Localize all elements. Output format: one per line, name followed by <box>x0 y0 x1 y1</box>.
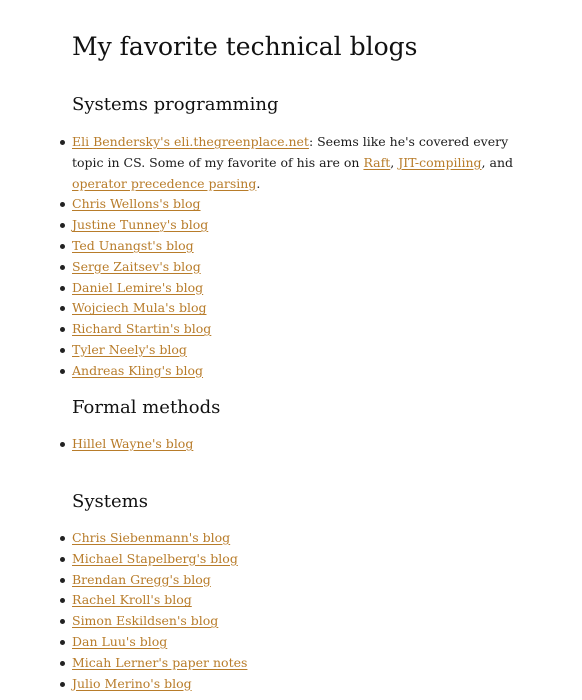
list-item <box>72 434 193 455</box>
list-item <box>72 257 527 278</box>
link-ted-unangst[interactable]: Ted Unangst's blog <box>72 237 194 253</box>
section-heading-formal-methods: Formal methods <box>72 397 221 418</box>
link-brendan-gregg[interactable]: Brendan Gregg's blog <box>72 571 211 587</box>
separator: , <box>390 154 399 170</box>
list-item <box>72 340 527 361</box>
link-richard-startin[interactable]: Richard Startin's blog <box>72 321 212 337</box>
link-chris-wellons[interactable]: Chris Wellons's blog <box>72 196 201 212</box>
link-eli-bendersky[interactable]: Eli Bendersky's eli.thegreenplace.net <box>72 134 309 149</box>
separator: , and <box>481 154 513 170</box>
link-micah-lerner[interactable]: Micah Lerner's paper notes <box>72 654 248 670</box>
list-item <box>72 653 247 674</box>
list-item <box>72 298 527 319</box>
list-item <box>72 361 527 382</box>
list-item <box>72 194 527 215</box>
link-daniel-lemire[interactable]: Daniel Lemire's blog <box>72 279 204 295</box>
list-item <box>72 528 247 549</box>
link-andreas-kling[interactable]: Andreas Kling's blog <box>72 362 204 378</box>
link-raft[interactable]: Raft <box>363 154 391 170</box>
link-michael-stapelberg[interactable]: Michael Stapelberg's blog <box>72 550 238 566</box>
link-rachel-kroll[interactable]: Rachel Kroll's blog <box>72 592 192 608</box>
link-chris-siebenmann[interactable]: Chris Siebenmann's blog <box>72 530 231 545</box>
link-hillel-wayne[interactable]: Hillel Wayne's blog <box>72 436 194 451</box>
link-dan-luu[interactable]: Dan Luu's blog <box>72 633 168 649</box>
list-item <box>72 236 527 257</box>
list-item <box>72 215 527 236</box>
list-item <box>72 278 527 299</box>
link-jit-compiling[interactable]: JIT-compiling <box>398 154 482 170</box>
link-simon-eskildsen[interactable]: Simon Eskildsen's blog <box>72 613 219 629</box>
list-item <box>72 319 527 340</box>
link-wojciech-mula[interactable]: Wojciech Mula's blog <box>72 300 207 316</box>
link-serge-zaitsev[interactable]: Serge Zaitsev's blog <box>72 258 201 274</box>
list-item <box>72 590 247 611</box>
list-systems <box>72 528 247 694</box>
link-justine-tunney[interactable]: Justine Tunney's blog <box>72 217 209 233</box>
list-item <box>72 570 247 591</box>
period: . <box>256 175 261 191</box>
link-tyler-neely[interactable]: Tyler Neely's blog <box>72 341 187 357</box>
list-systems-programming <box>72 132 527 382</box>
list-item <box>72 549 247 570</box>
page-title: My favorite technical blogs <box>72 32 418 61</box>
link-julio-merino[interactable]: Julio Merino's blog <box>72 675 192 691</box>
link-operator-precedence-parsing[interactable]: operator precedence parsing <box>72 175 257 191</box>
list-item <box>72 674 247 695</box>
list-item <box>72 611 247 632</box>
item-description: : Seems like he's covered every topic in CS. Some of my favorite of his are on <box>72 134 509 170</box>
list-formal-methods <box>72 434 193 455</box>
list-item <box>72 632 247 653</box>
section-heading-systems: Systems <box>72 491 148 512</box>
list-item <box>72 132 527 194</box>
section-heading-systems-programming: Systems programming <box>72 94 279 115</box>
